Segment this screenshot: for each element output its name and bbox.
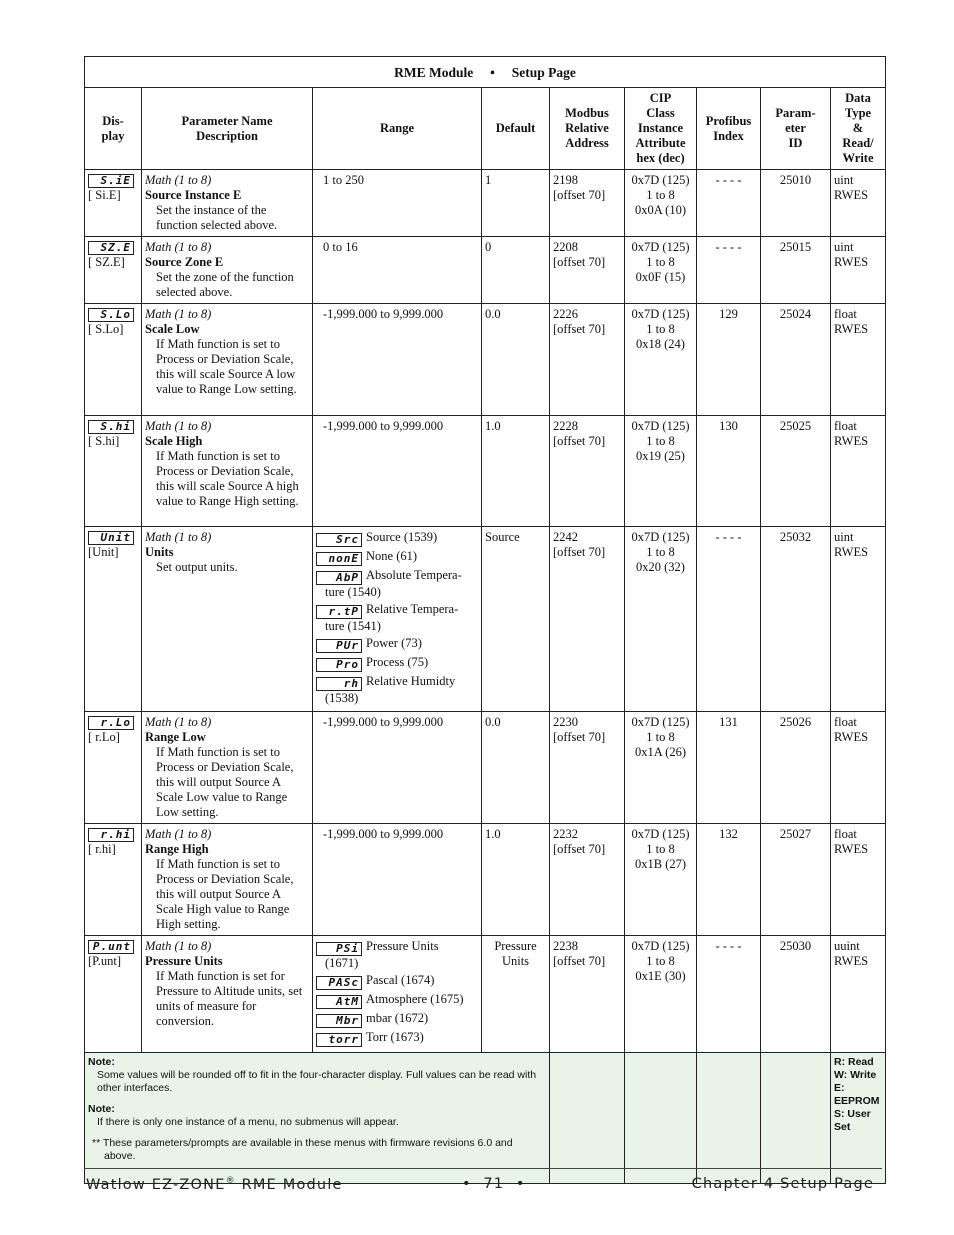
cip-cell <box>625 712 697 824</box>
display-label: [ SZ.E] <box>88 255 125 269</box>
cip-cell <box>625 170 697 237</box>
data-type-cell <box>831 824 886 936</box>
modbus-address: 2226 <box>553 307 578 321</box>
display-label: [ Si.E] <box>88 188 121 202</box>
data-type-cell <box>831 237 886 304</box>
cip-instance: 1 to 8 <box>646 434 675 448</box>
param-description: If Math function is set for Pressure to Altitude units, set units of measure for conversion. <box>156 969 303 1028</box>
display-code-icon: r.Lo <box>88 716 134 730</box>
param-cell <box>142 527 313 712</box>
profibus-index: - - - - <box>697 237 761 304</box>
param-description: Set output units. <box>156 560 238 574</box>
parameter-id: 25010 <box>761 170 831 237</box>
data-type: float <box>834 307 857 321</box>
modbus-cell <box>550 936 625 1053</box>
default-value: Pressure Units <box>482 936 550 1053</box>
cip-cell <box>625 936 697 1053</box>
range-value: 0 to 16 <box>313 237 482 304</box>
param-category: Math (1 to 8) <box>145 173 212 187</box>
table-row <box>85 824 886 936</box>
cip-attribute: 0x20 (32) <box>636 560 685 574</box>
default-value: 0 <box>482 237 550 304</box>
header-cip: CIP Class Instance Attribute hex (dec) <box>625 88 697 170</box>
data-type: uint <box>834 530 854 544</box>
option-label-cont: (1671) <box>325 956 359 970</box>
modbus-cell <box>550 170 625 237</box>
default-value: 1.0 <box>482 416 550 527</box>
option-label-cont: ture (1541) <box>325 619 381 633</box>
param-cell <box>142 170 313 237</box>
legend-read: R: Read <box>834 1056 874 1068</box>
range-option <box>316 674 478 706</box>
profibus-index: - - - - <box>697 170 761 237</box>
modbus-address: 2232 <box>553 827 578 841</box>
profibus-index: - - - - <box>697 936 761 1053</box>
modbus-cell <box>550 527 625 712</box>
modbus-cell <box>550 712 625 824</box>
header-data-type: Data Type & Read/ Write <box>831 88 886 170</box>
range-value: -1,999.000 to 9,999.000 <box>313 824 482 936</box>
display-code-icon: Src <box>316 533 362 547</box>
parameter-id: 25025 <box>761 416 831 527</box>
note-1: Some values will be rounded off to fit in the four-character display. Full values can be read with other interfaces. <box>97 1069 537 1094</box>
table-row <box>85 304 886 416</box>
display-cell <box>85 712 142 824</box>
note-3: ** These parameters/prompts are available in these menus with firmware revisions 6.0 and above. <box>92 1137 513 1162</box>
header-modbus: Modbus Relative Address <box>550 88 625 170</box>
modbus-offset: [offset 70] <box>553 434 606 448</box>
display-cell <box>85 824 142 936</box>
display-cell <box>85 936 142 1053</box>
param-name: Scale High <box>145 434 203 448</box>
display-code-icon: Mbr <box>316 1014 362 1028</box>
option-label-cont: (1538) <box>325 691 359 705</box>
table-row <box>85 936 886 1053</box>
table-row <box>85 527 886 712</box>
option-label-cont: ture (1540) <box>325 585 381 599</box>
cip-instance: 1 to 8 <box>646 545 675 559</box>
param-category: Math (1 to 8) <box>145 419 212 433</box>
display-code-icon: PUr <box>316 639 362 653</box>
param-name: Source Instance E <box>145 188 242 202</box>
display-label: [P.unt] <box>88 954 121 968</box>
note-2-label: Note: <box>88 1103 115 1115</box>
option-label: Relative Humidty <box>366 674 456 688</box>
option-label: None (61) <box>366 549 418 563</box>
option-label: Process (75) <box>366 655 429 669</box>
param-cell <box>142 936 313 1053</box>
param-description: Set the zone of the function selected above. <box>156 270 294 299</box>
cip-cell <box>625 824 697 936</box>
table-row <box>85 712 886 824</box>
cip-attribute: 0x0A (10) <box>634 203 687 217</box>
param-category: Math (1 to 8) <box>145 715 212 729</box>
parameter-table <box>84 56 886 1184</box>
param-description: If Math function is set to Process or Deviation Scale, this will output Source A Scale High value to Range High setting. <box>156 857 294 931</box>
range-option <box>316 939 478 971</box>
parameter-id: 25030 <box>761 936 831 1053</box>
header-range: Range <box>313 88 482 170</box>
display-code-icon: rh <box>316 677 362 691</box>
range-option <box>316 655 478 672</box>
read-write: RWES <box>834 322 869 336</box>
cip-attribute: 0x1A (26) <box>634 745 687 759</box>
param-category: Math (1 to 8) <box>145 939 212 953</box>
cip-attribute: 0x1E (30) <box>635 969 686 983</box>
cip-cell <box>625 237 697 304</box>
cip-cell <box>625 304 697 416</box>
data-type: float <box>834 419 857 433</box>
default-value: 1.0 <box>482 824 550 936</box>
default-value: 0.0 <box>482 712 550 824</box>
display-code-icon: torr <box>316 1033 362 1047</box>
data-type-cell <box>831 527 886 712</box>
modbus-offset: [offset 70] <box>553 322 606 336</box>
param-name: Scale Low <box>145 322 200 336</box>
option-label: Pascal (1674) <box>366 973 435 987</box>
cip-class: 0x7D (125) <box>631 530 690 544</box>
header-display: Dis- play <box>85 88 142 170</box>
modbus-cell <box>550 416 625 527</box>
cip-instance: 1 to 8 <box>646 255 675 269</box>
data-type: uint <box>834 173 854 187</box>
modbus-address: 2242 <box>553 530 578 544</box>
range-option <box>316 549 478 566</box>
data-type-cell <box>831 712 886 824</box>
cip-instance: 1 to 8 <box>646 954 675 968</box>
footer-divider <box>84 1168 882 1169</box>
param-name: Units <box>145 545 174 559</box>
display-cell <box>85 237 142 304</box>
display-label: [ r.hi] <box>88 842 116 856</box>
display-cell <box>85 527 142 712</box>
data-type: uuint <box>834 939 860 953</box>
note-2: If there is only one instance of a menu, no submenus will appear. <box>97 1116 399 1128</box>
cip-instance: 1 to 8 <box>646 842 675 856</box>
read-write: RWES <box>834 545 869 559</box>
modbus-offset: [offset 70] <box>553 188 606 202</box>
modbus-cell <box>550 304 625 416</box>
cip-attribute: 0x0F (15) <box>635 270 686 284</box>
range-option <box>316 1030 478 1047</box>
cip-instance: 1 to 8 <box>646 188 675 202</box>
param-name: Range Low <box>145 730 206 744</box>
data-type: float <box>834 715 857 729</box>
header-profibus: Profibus Index <box>697 88 761 170</box>
display-code-icon: Unit <box>88 531 134 545</box>
display-cell <box>85 304 142 416</box>
legend-eeprom: E: EEPROM <box>834 1082 880 1107</box>
range-options <box>313 527 482 712</box>
range-options <box>313 936 482 1053</box>
modbus-offset: [offset 70] <box>553 842 606 856</box>
display-label: [ S.hi] <box>88 434 120 448</box>
param-category: Math (1 to 8) <box>145 240 212 254</box>
modbus-address: 2208 <box>553 240 578 254</box>
range-option <box>316 568 478 600</box>
read-write: RWES <box>834 255 869 269</box>
default-value: 0.0 <box>482 304 550 416</box>
modbus-offset: [offset 70] <box>553 255 606 269</box>
modbus-offset: [offset 70] <box>553 730 606 744</box>
option-label: Pressure Units <box>366 939 439 953</box>
param-cell <box>142 416 313 527</box>
legend-user-set: S: User Set <box>834 1108 871 1133</box>
rw-legend <box>831 1053 886 1184</box>
modbus-cell <box>550 237 625 304</box>
data-type-cell <box>831 170 886 237</box>
read-write: RWES <box>834 434 869 448</box>
option-label: Torr (1673) <box>366 1030 424 1044</box>
range-value: -1,999.000 to 9,999.000 <box>313 416 482 527</box>
display-label: [Unit] <box>88 545 119 559</box>
data-type-cell <box>831 304 886 416</box>
header-param-id: Param- eter ID <box>761 88 831 170</box>
range-option <box>316 602 478 634</box>
table-title: RME Module • Setup Page <box>85 57 886 88</box>
header-param: Parameter Name Description <box>142 88 313 170</box>
range-value: 1 to 250 <box>313 170 482 237</box>
param-category: Math (1 to 8) <box>145 530 212 544</box>
param-description: If Math function is set to Process or Deviation Scale, this will scale Source A low value to Range Low setting. <box>156 337 297 396</box>
data-type-cell <box>831 416 886 527</box>
footer-left: Watlow EZ-ZONE® RME Module <box>86 1176 343 1193</box>
param-description: Set the instance of the function selected above. <box>156 203 278 232</box>
cip-attribute: 0x18 (24) <box>636 337 685 351</box>
notes-row <box>85 1053 886 1184</box>
display-cell <box>85 170 142 237</box>
cip-class: 0x7D (125) <box>631 240 690 254</box>
cip-class: 0x7D (125) <box>631 307 690 321</box>
param-cell <box>142 824 313 936</box>
param-cell <box>142 237 313 304</box>
display-code-icon: P.unt <box>88 940 134 954</box>
display-code-icon: PASc <box>316 976 362 990</box>
default-value: 1 <box>482 170 550 237</box>
default-value: Source <box>482 527 550 712</box>
range-option <box>316 636 478 653</box>
footer-chapter: Chapter 4 Setup Page <box>691 1176 874 1192</box>
table-row <box>85 170 886 237</box>
profibus-index: 131 <box>697 712 761 824</box>
range-option <box>316 1011 478 1028</box>
modbus-address: 2198 <box>553 173 578 187</box>
cip-cell <box>625 527 697 712</box>
display-code-icon: AtM <box>316 995 362 1009</box>
data-type-cell <box>831 936 886 1053</box>
option-label: Absolute Tempera- <box>366 568 462 582</box>
display-code-icon: S.hi <box>88 420 134 434</box>
modbus-address: 2228 <box>553 419 578 433</box>
option-label: Source (1539) <box>366 530 438 544</box>
param-name: Pressure Units <box>145 954 223 968</box>
param-description: If Math function is set to Process or Deviation Scale, this will output Source A Scale Low value to Range Low setting. <box>156 745 294 819</box>
parameter-id: 25032 <box>761 527 831 712</box>
cip-class: 0x7D (125) <box>631 715 690 729</box>
param-category: Math (1 to 8) <box>145 827 212 841</box>
display-code-icon: AbP <box>316 571 362 585</box>
display-code-icon: nonE <box>316 552 362 566</box>
option-label: Atmosphere (1675) <box>366 992 464 1006</box>
option-label: Power (73) <box>366 636 422 650</box>
profibus-index: 130 <box>697 416 761 527</box>
modbus-cell <box>550 824 625 936</box>
display-code-icon: PSi <box>316 942 362 956</box>
display-code-icon: S.iE <box>88 174 134 188</box>
range-option <box>316 973 478 990</box>
cip-class: 0x7D (125) <box>631 939 690 953</box>
modbus-address: 2230 <box>553 715 578 729</box>
param-cell <box>142 304 313 416</box>
header-default: Default <box>482 88 550 170</box>
cip-class: 0x7D (125) <box>631 419 690 433</box>
cip-class: 0x7D (125) <box>631 827 690 841</box>
cip-cell <box>625 416 697 527</box>
modbus-offset: [offset 70] <box>553 954 606 968</box>
data-type: float <box>834 827 857 841</box>
parameter-id: 25024 <box>761 304 831 416</box>
read-write: RWES <box>834 730 869 744</box>
cip-instance: 1 to 8 <box>646 322 675 336</box>
read-write: RWES <box>834 954 869 968</box>
profibus-index: 129 <box>697 304 761 416</box>
option-label: Relative Tempera- <box>366 602 459 616</box>
profibus-index: - - - - <box>697 527 761 712</box>
param-name: Source Zone E <box>145 255 224 269</box>
modbus-offset: [offset 70] <box>553 545 606 559</box>
footer-page-number: • 71 • <box>462 1176 526 1192</box>
cip-attribute: 0x1B (27) <box>634 857 687 871</box>
legend-write: W: Write <box>834 1069 877 1081</box>
table-row <box>85 237 886 304</box>
modbus-address: 2238 <box>553 939 578 953</box>
param-name: Range High <box>145 842 209 856</box>
param-cell <box>142 712 313 824</box>
table-row <box>85 416 886 527</box>
display-label: [ S.Lo] <box>88 322 124 336</box>
profibus-index: 132 <box>697 824 761 936</box>
parameter-id: 25026 <box>761 712 831 824</box>
display-code-icon: r.tP <box>316 605 362 619</box>
read-write: RWES <box>834 188 869 202</box>
cip-class: 0x7D (125) <box>631 173 690 187</box>
cip-attribute: 0x19 (25) <box>636 449 685 463</box>
display-code-icon: S.Lo <box>88 308 134 322</box>
param-description: If Math function is set to Process or Deviation Scale, this will scale Source A high value to Range High setting. <box>156 449 299 508</box>
display-code-icon: SZ.E <box>88 241 134 255</box>
parameter-id: 25015 <box>761 237 831 304</box>
display-code-icon: Pro <box>316 658 362 672</box>
note-1-label: Note: <box>88 1056 115 1068</box>
display-label: [ r.Lo] <box>88 730 120 744</box>
param-category: Math (1 to 8) <box>145 307 212 321</box>
parameter-id: 25027 <box>761 824 831 936</box>
range-value: -1,999.000 to 9,999.000 <box>313 304 482 416</box>
display-code-icon: r.hi <box>88 828 134 842</box>
range-option <box>316 530 478 547</box>
range-value: -1,999.000 to 9,999.000 <box>313 712 482 824</box>
display-cell <box>85 416 142 527</box>
read-write: RWES <box>834 842 869 856</box>
range-option <box>316 992 478 1009</box>
data-type: uint <box>834 240 854 254</box>
option-label: mbar (1672) <box>366 1011 429 1025</box>
cip-instance: 1 to 8 <box>646 730 675 744</box>
